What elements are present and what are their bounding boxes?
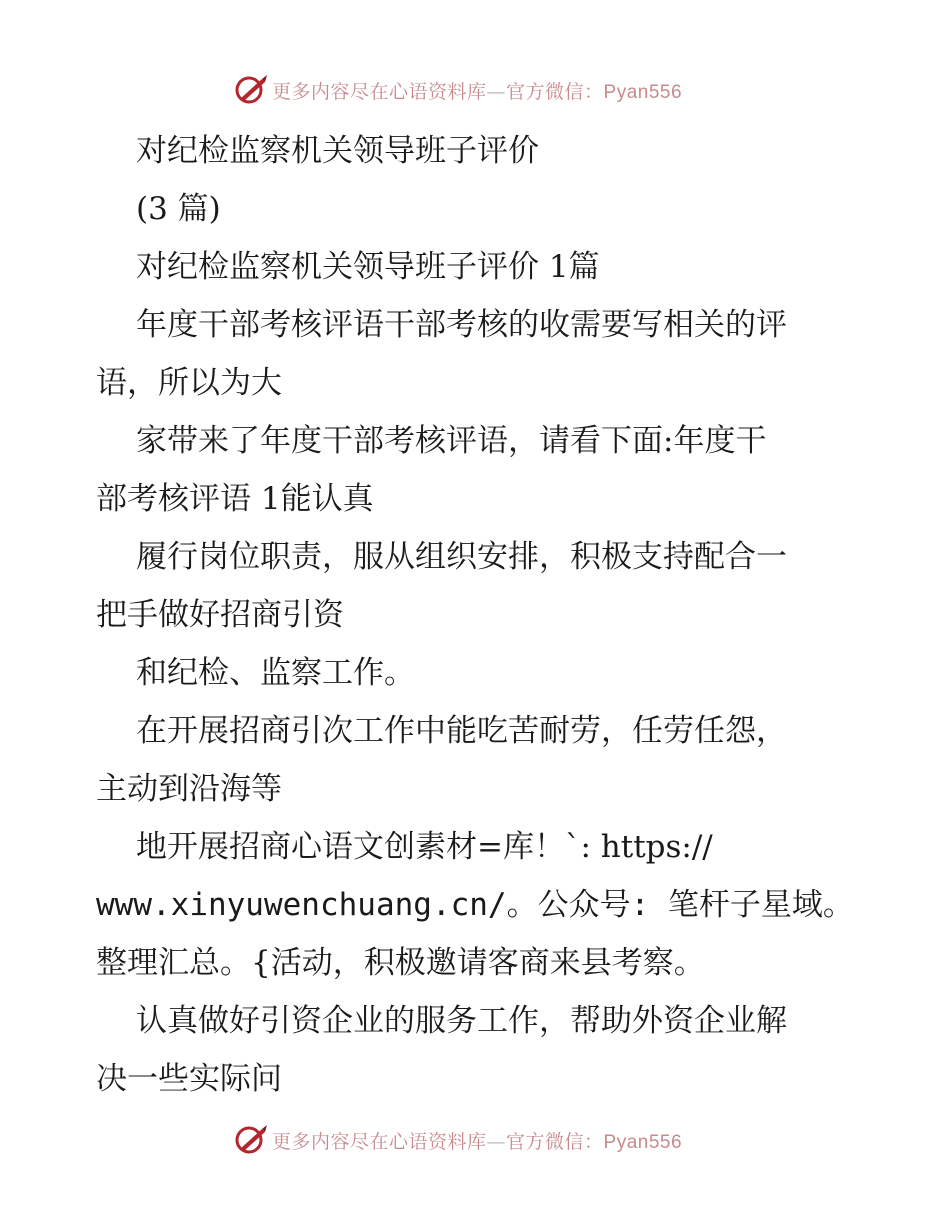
paragraph-line: 认真做好引资企业的服务工作，帮助外资企业解 xyxy=(136,1003,787,1039)
paragraph-line: 地开展招商心语文创素材=库！`: https:// xyxy=(136,829,713,865)
paragraph-line: 年度干部考核评语干部考核的收需要写相关的评 xyxy=(136,307,787,343)
paragraph-line-url: www.xinyuwenchuang.cn/。公众号: 笔杆子星域。 xyxy=(96,887,854,923)
watermark-banner-top xyxy=(234,72,714,108)
paragraph-line: 决一些实际问 xyxy=(96,1061,282,1097)
section-heading: 对纪检监察机关领导班子评价 1篇 xyxy=(136,249,600,285)
paragraph-line: 主动到沿海等 xyxy=(96,771,282,807)
watermark-text: 更多内容尽在心语资料库—官方微信：Pyan556 xyxy=(272,80,683,103)
watermark-banner-bottom xyxy=(234,1122,714,1158)
paragraph-line: 语，所以为大 xyxy=(96,365,282,401)
paragraph-line: 整理汇总。{活动，积极邀请客商来县考察。 xyxy=(96,945,705,981)
paragraph-line: 在开展招商引次工作中能吃苦耐劳，任劳任怨， xyxy=(136,713,787,749)
document-subtitle: (3 篇) xyxy=(136,191,221,227)
quill-circle-icon xyxy=(234,73,268,107)
document-title: 对纪检监察机关领导班子评价 xyxy=(136,133,539,169)
paragraph-line: 把手做好招商引资 xyxy=(96,597,344,633)
paragraph-line: 履行岗位职责，服从组织安排，积极支持配合一 xyxy=(136,539,787,575)
paragraph-line: 部考核评语 1能认真 xyxy=(96,481,374,517)
paragraph-line: 和纪检、监察工作。 xyxy=(136,655,415,691)
watermark-text: 更多内容尽在心语资料库—官方微信：Pyan556 xyxy=(272,1130,683,1153)
quill-circle-icon xyxy=(234,1123,268,1157)
paragraph-line: 家带来了年度干部考核评语，请看下面:年度干 xyxy=(136,423,767,459)
document-body xyxy=(96,122,866,1108)
